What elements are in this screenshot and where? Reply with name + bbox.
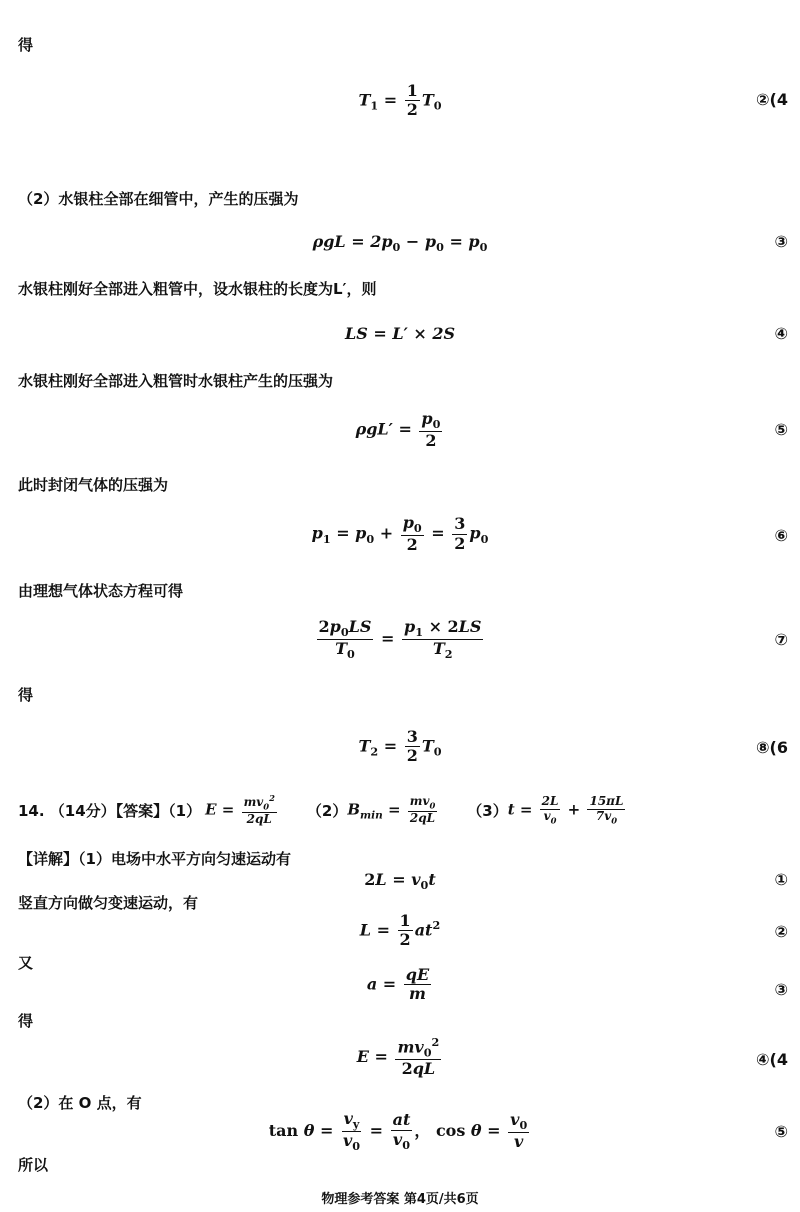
text-at-o: （2）在 O 点，有 [18, 1094, 142, 1112]
text-suoyi: 所以 [18, 1156, 49, 1174]
equation-acceleration: a = $\frac{qE}{m}$ [366, 965, 430, 1004]
answer-part3-label: （3） [467, 801, 508, 820]
equation-pressure-thick: ρgL′ = $\frac{p_0}{2}$ [355, 409, 441, 451]
equation-vertical: L = $\frac{1}{2}$ $at^2$ [359, 911, 441, 950]
equation-p1: $p_1 = p_0$ + $\frac{p_0}{2}$ = $\frac{3}{2}$ $p_0$ [311, 513, 489, 555]
answer-part2-label: （2） [306, 801, 348, 820]
marker-6: ⑥ [774, 526, 788, 545]
marker-5b: ⑤ [774, 1122, 788, 1141]
equation-horizontal: $2L = v_0t$ [364, 870, 436, 893]
equation-t2: $T_2$ = $\frac{3}{2}$ $T_0$ [358, 727, 442, 766]
page-footer: 物理参考答案 第4页/共6页 [321, 1192, 479, 1207]
text-de-2: 得 [18, 686, 34, 704]
text-de-3: 得 [18, 1012, 34, 1030]
marker-2: ② [774, 922, 788, 941]
marker-5: ⑤ [774, 420, 788, 439]
text-mercury-enter: 水银柱刚好全部进入粗管中，设水银柱的长度为L′，则 [18, 280, 377, 298]
question-14-answer: 14. （14分）【答案】（1） E = $\frac{mv_0^2}{2qL}$ （2） $B_{min}$ = $\frac{mv_0}{2qL}$ （3） t = $\frac{2L}{v_0}$ + $\frac{15\pi L}{7v_0}$ [18, 793, 624, 827]
equation-state: $\frac{2p_0LS}{T_0}$ = $\frac{p_1 \times 2LS}{T_2}$ [318, 617, 482, 662]
answer-label: 14. （14分）【答案】（1） [18, 801, 202, 820]
marker-7: ⑦ [774, 630, 788, 649]
text-ideal-gas: 由理想气体状态方程可得 [18, 582, 184, 600]
text-detail: 【详解】（1）电场中水平方向匀速运动有 [18, 850, 291, 868]
text-part2-intro: （2）水银柱全部在细管中，产生的压强为 [18, 190, 299, 208]
equation-volume: LS = L′ × 2S [344, 324, 456, 343]
equation-t1: $T_1$ = $\frac{1}{2}$ $T_0$ [358, 81, 442, 120]
marker-2-4: ②(4 [756, 90, 788, 109]
text-you: 又 [18, 954, 34, 972]
marker-1: ① [774, 870, 788, 889]
marker-8-6: ⑧(6 [756, 738, 788, 757]
equation-angle: tan θ = $\frac{v_y}{v_0}$ = $\frac{at}{v_0}$ ， cos θ = $\frac{v_0}{v}$ [268, 1109, 528, 1154]
marker-4-4: ④(4 [756, 1050, 788, 1069]
text-gas-pressure: 此时封闭气体的压强为 [18, 476, 169, 494]
text-de-1: 得 [18, 36, 34, 54]
equation-field: E = $\frac{mv_0^2}{2qL}$ [356, 1035, 440, 1079]
equation-pressure-thin: $\rho gL = 2p_0 - p_0 = p_0$ [312, 232, 488, 255]
marker-3b: ③ [774, 980, 788, 999]
marker-3: ③ [774, 232, 788, 251]
text-mercury-pressure: 水银柱刚好全部进入粗管时水银柱产生的压强为 [18, 372, 334, 390]
marker-4: ④ [774, 324, 788, 343]
text-vertical: 竖直方向做匀变速运动，有 [18, 894, 199, 912]
